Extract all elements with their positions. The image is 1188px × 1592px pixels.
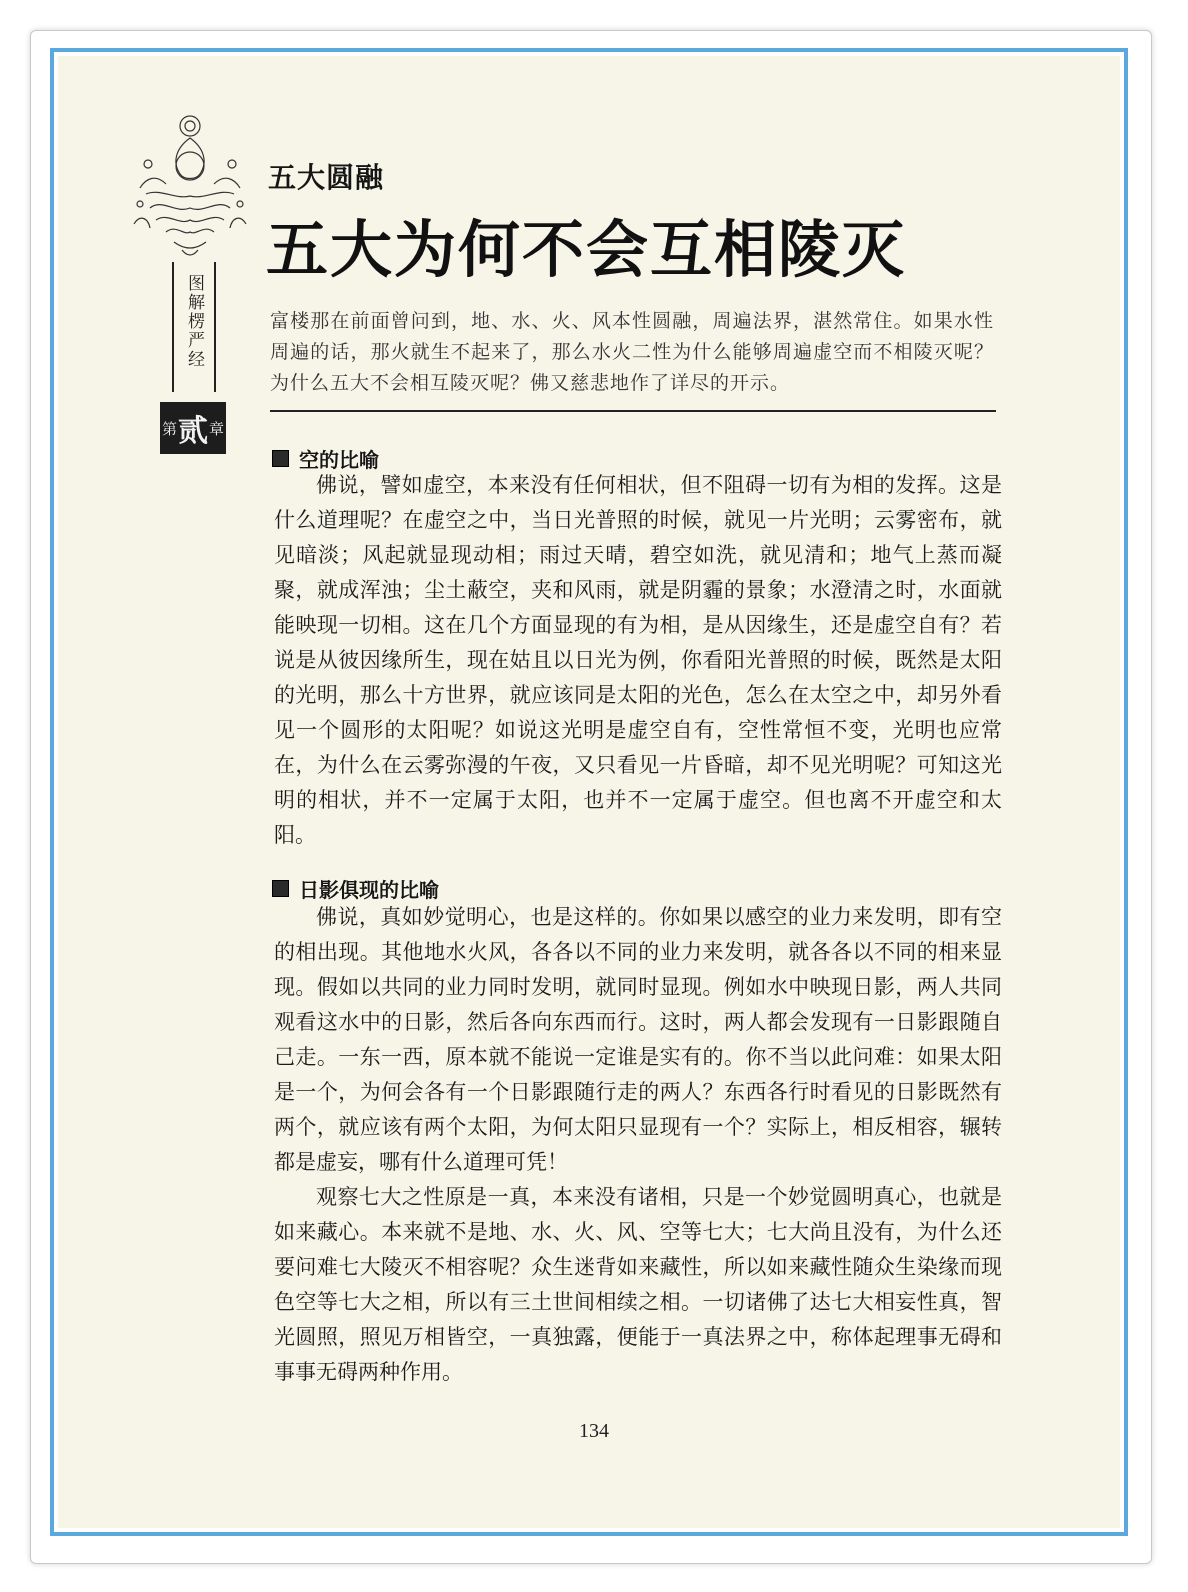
page-number: 134 [579, 1420, 609, 1442]
section-heading-text: 日影俱现的比喻 [299, 878, 439, 902]
section-body-2 [274, 900, 1002, 1390]
body-paragraph: 佛说，真如妙觉明心，也是这样的。你如果以感空的业力来发明，即有空的相出现。其他地水火风，各各以不同的业力来发明，就各各以不同的相来显现。假如以共同的业力同时发明，就同时显现。例如水中映现日影，两人共同观看这水中的日影，然后各向东西而行。这时，两人都会发现有一日影跟随自己走。一东一西，原本就不能说一定谁是实有的。你不当以此问难：如果太阳是一个，为何会各有一个日影跟随行走的两人？东西各行时看见的日影既然有两个，就应该有两个太阳，为何太阳只显现有一个？实际上，相反相容，辗转都是虚妄，哪有什么道理可凭！ [274, 905, 1002, 1174]
divider [270, 410, 996, 412]
buddha-lotus-ornament [126, 104, 254, 264]
book-title-sidebar [172, 262, 216, 392]
section-heading-text: 空的比喻 [299, 448, 379, 472]
chapter-tab [160, 402, 226, 454]
body-paragraph: 观察七大之性原是一真，本来没有诸相，只是一个妙觉圆明真心，也就是如来藏心。本来就不是地、水、火、风、空等七大；七大尚且没有，为什么还要问难七大陵灭不相容呢？众生迷背如来藏性，所以如来藏性随众生染缘而现色空等七大之相，所以有三土世间相续之相。一切诸佛了达七大相妄性真，智光圆照，照见万相皆空，一真独露，便能于一真法界之中，称体起理事无碍和事事无碍两种作用。 [274, 1185, 1002, 1384]
section-body-1 [274, 468, 1002, 853]
chapter-suffix: 章 [209, 419, 225, 438]
square-bullet-icon [272, 450, 289, 467]
chapter-number: 贰 [178, 414, 208, 449]
square-bullet-icon [272, 880, 289, 897]
book-title: 图解楞严经 [184, 274, 204, 369]
chapter-prefix: 第 [161, 419, 177, 438]
page-title: 五大为何不会互相陵灭 [266, 213, 907, 286]
section-heading-2 [272, 874, 439, 903]
section-kicker: 五大圆融 [268, 161, 385, 194]
body-paragraph: 佛说，譬如虚空，本来没有任何相状，但不阻碍一切有为相的发挥。这是什么道理呢？在虚空之中，当日光普照的时候，就见一片光明；云雾密布，就见暗淡；风起就显现动相；雨过天晴，碧空如洗，就见清和；地气上蒸而凝聚，就成浑浊；尘土蔽空，夹和风雨，就是阴霾的景象；水澄清之时，水面就能映现一切相。这在几个方面显现的有为相，是从因缘生，还是虚空自有？若说是从彼因缘所生，现在姑且以日光为例，你看阳光普照的时候，既然是太阳的光明，那么十方世界，就应该同是太阳的光色，怎么在太空之中，却另外看见一个圆形的太阳呢？如说这光明是虚空自有，空性常恒不变，光明也应常在，为什么在云雾弥漫的午夜，又只看见一片昏暗，却不见光明呢？可知这光明的相状，并不一定属于太阳，也并不一定属于虚空。但也离不开虚空和太阳。 [274, 473, 1002, 847]
intro-paragraph: 富楼那在前面曾问到，地、水、火、风本性圆融，周遍法界，湛然常住。如果水性周遍的话，那火就生不起来了，那么水火二性为什么能够周遍虚空而不相陵灭呢？为什么五大不会相互陵灭呢？佛又慈悲地作了详尽的开示。 [270, 310, 994, 394]
